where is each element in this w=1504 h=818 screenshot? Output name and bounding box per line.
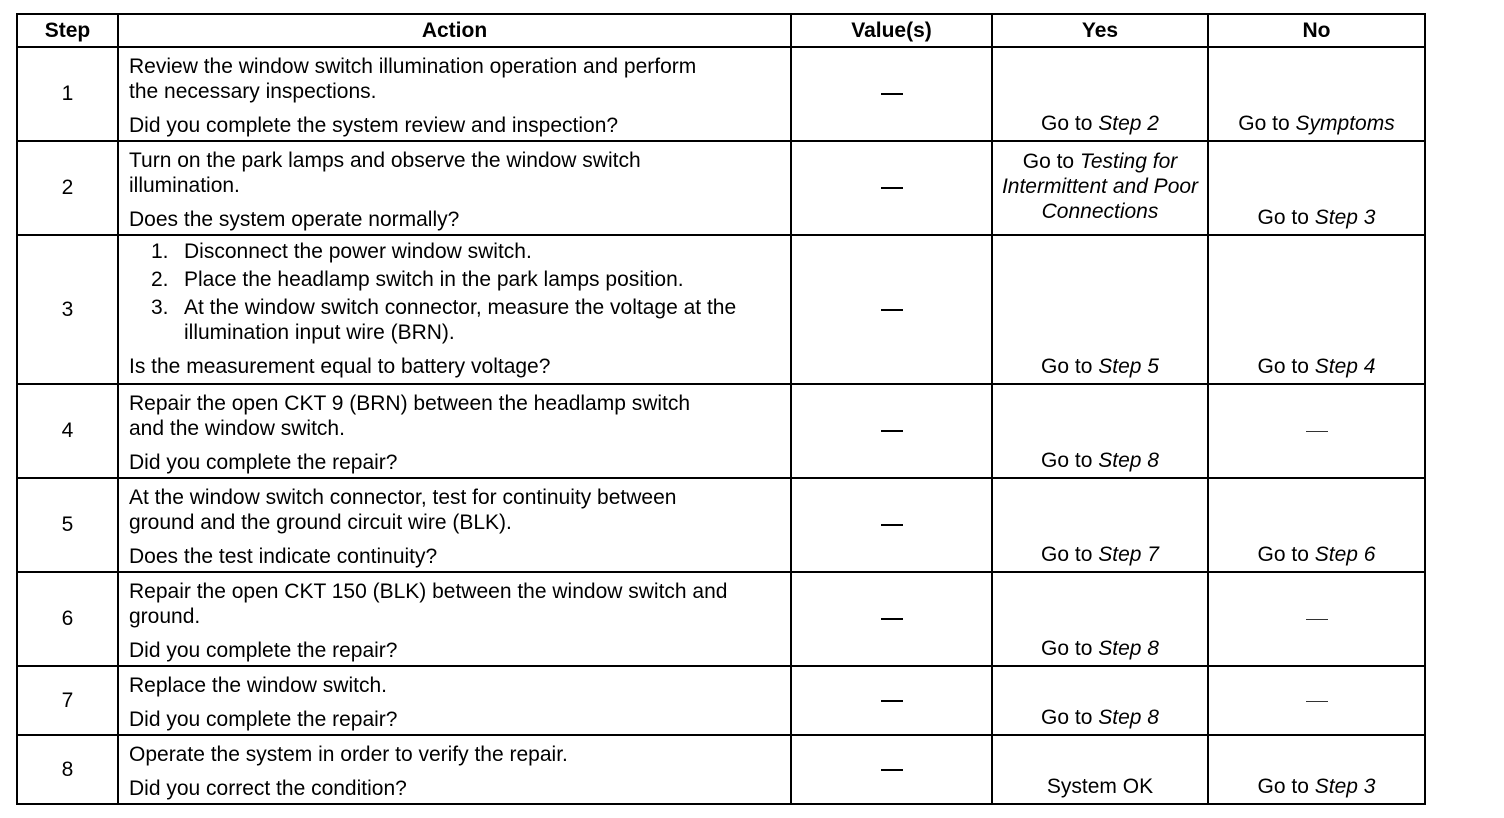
yes-cell <box>992 47 1208 141</box>
diagnostic-table <box>16 13 1426 805</box>
no-cell <box>1208 141 1425 235</box>
yes-link[interactable]: Step 8 <box>1098 706 1159 729</box>
step-number: 5 <box>17 478 118 572</box>
yes-link[interactable]: Testing for Intermittent and Poor Connections <box>1001 149 1199 223</box>
yes-link[interactable]: Step 7 <box>1098 543 1159 566</box>
list-item: 1. Disconnect the power window switch. <box>151 240 532 263</box>
action-cell <box>118 384 791 478</box>
no-prefix: Go to <box>1257 543 1309 566</box>
action-question: Did you complete the repair? <box>129 451 398 474</box>
action-question: Did you correct the condition? <box>129 777 407 800</box>
yes-cell <box>992 141 1208 235</box>
value-cell <box>791 666 992 735</box>
action-text: Operate the system in order to verify the repair. <box>129 743 568 766</box>
step-number: 8 <box>17 735 118 804</box>
no-cell <box>1208 384 1425 478</box>
table-row <box>17 572 1425 666</box>
yes-prefix: Go to <box>1041 112 1093 135</box>
no-prefix: Go to <box>1238 112 1290 135</box>
yes-prefix: Go to <box>1041 543 1093 566</box>
action-text: Review the window switch illumination operation and perform the necessary inspections. <box>129 55 697 103</box>
yes-cell <box>992 735 1208 804</box>
substep-text: Place the headlamp switch in the park lamps position. <box>184 268 684 291</box>
no-dash <box>1306 619 1328 620</box>
no-cell <box>1208 47 1425 141</box>
action-question: Did you complete the system review and inspection? <box>129 114 619 137</box>
no-dash <box>1306 431 1328 432</box>
yes-cell <box>992 235 1208 384</box>
yes-cell <box>992 666 1208 735</box>
substep-text: At the window switch connector, measure the voltage at the illumination input wire (BRN). <box>184 296 737 344</box>
value-cell <box>791 384 992 478</box>
value-dash <box>881 700 903 702</box>
table-row <box>17 735 1425 804</box>
no-cell <box>1208 735 1425 804</box>
value-cell <box>791 235 992 384</box>
no-cell <box>1208 235 1425 384</box>
list-item: 2. Place the headlamp switch in the park lamps position. <box>151 268 684 291</box>
header-row <box>17 14 1425 47</box>
action-cell <box>118 478 791 572</box>
value-dash <box>881 93 903 95</box>
action-cell <box>118 141 791 235</box>
no-link[interactable]: Step 3 <box>1314 206 1376 229</box>
yes-prefix: Go to <box>1022 149 1075 173</box>
no-link[interactable]: Step 3 <box>1314 775 1376 798</box>
action-text: At the window switch connector, test for continuity between ground and the ground circuit wire (BLK). <box>129 486 677 534</box>
yes-cell <box>992 384 1208 478</box>
step-number: 7 <box>17 666 118 735</box>
yes-link[interactable]: Step 8 <box>1098 449 1159 472</box>
value-dash <box>881 309 903 311</box>
value-dash <box>881 430 903 432</box>
yes-prefix: Go to <box>1041 706 1093 729</box>
yes-cell <box>992 572 1208 666</box>
action-question: Does the system operate normally? <box>129 208 460 231</box>
table-row <box>17 666 1425 735</box>
value-dash <box>881 187 903 189</box>
action-question: Did you complete the repair? <box>129 708 398 731</box>
no-cell <box>1208 572 1425 666</box>
step-number: 1 <box>17 47 118 141</box>
step-number: 6 <box>17 572 118 666</box>
yes-prefix: Go to <box>1041 355 1093 378</box>
header-no: No <box>1208 14 1425 47</box>
no-cell <box>1208 478 1425 572</box>
no-prefix: Go to <box>1257 775 1309 798</box>
table-row <box>17 141 1425 235</box>
value-cell <box>791 47 992 141</box>
yes-prefix: Go to <box>1041 637 1093 660</box>
yes-text: System OK <box>1046 775 1154 798</box>
action-question: Did you complete the repair? <box>129 639 398 662</box>
header-action: Action <box>118 14 791 47</box>
no-cell <box>1208 666 1425 735</box>
action-text: Repair the open CKT 9 (BRN) between the headlamp switch and the window switch. <box>129 392 691 440</box>
yes-link[interactable]: Step 2 <box>1098 112 1159 135</box>
value-cell <box>791 735 992 804</box>
action-text: Replace the window switch. <box>129 674 387 697</box>
yes-link[interactable]: Step 5 <box>1098 355 1159 378</box>
header-values: Value(s) <box>791 14 992 47</box>
no-dash <box>1306 701 1328 702</box>
step-number: 3 <box>17 235 118 384</box>
action-question: Does the test indicate continuity? <box>129 545 438 568</box>
action-question: Is the measurement equal to battery voltage? <box>129 355 551 378</box>
action-cell <box>118 572 791 666</box>
action-cell <box>118 735 791 804</box>
value-dash <box>881 618 903 620</box>
action-cell <box>118 666 791 735</box>
no-prefix: Go to <box>1257 206 1309 229</box>
yes-cell <box>992 478 1208 572</box>
yes-link[interactable]: Step 8 <box>1098 637 1159 660</box>
substep-list <box>129 239 782 345</box>
list-item: 3. At the window switch connector, measure the voltage at the illumination input wire (BRN). <box>151 295 782 345</box>
action-text: Repair the open CKT 150 (BLK) between the window switch and ground. <box>129 580 728 628</box>
action-cell <box>118 47 791 141</box>
action-text: Turn on the park lamps and observe the window switch illumination. <box>129 149 641 197</box>
no-prefix: Go to <box>1257 355 1309 378</box>
table-row <box>17 235 1425 384</box>
step-number: 4 <box>17 384 118 478</box>
value-cell <box>791 572 992 666</box>
no-link[interactable]: Step 6 <box>1314 543 1376 566</box>
value-dash <box>881 524 903 526</box>
table-row <box>17 384 1425 478</box>
step-number: 2 <box>17 141 118 235</box>
table-row <box>17 47 1425 141</box>
header-yes: Yes <box>992 14 1208 47</box>
action-cell <box>118 235 791 384</box>
no-link[interactable]: Step 4 <box>1314 355 1376 378</box>
header-step: Step <box>17 14 118 47</box>
substep-text: Disconnect the power window switch. <box>184 240 532 263</box>
yes-prefix: Go to <box>1041 449 1093 472</box>
no-link[interactable]: Symptoms <box>1295 112 1395 135</box>
table-row <box>17 478 1425 572</box>
value-cell <box>791 478 992 572</box>
value-dash <box>881 769 903 771</box>
value-cell <box>791 141 992 235</box>
